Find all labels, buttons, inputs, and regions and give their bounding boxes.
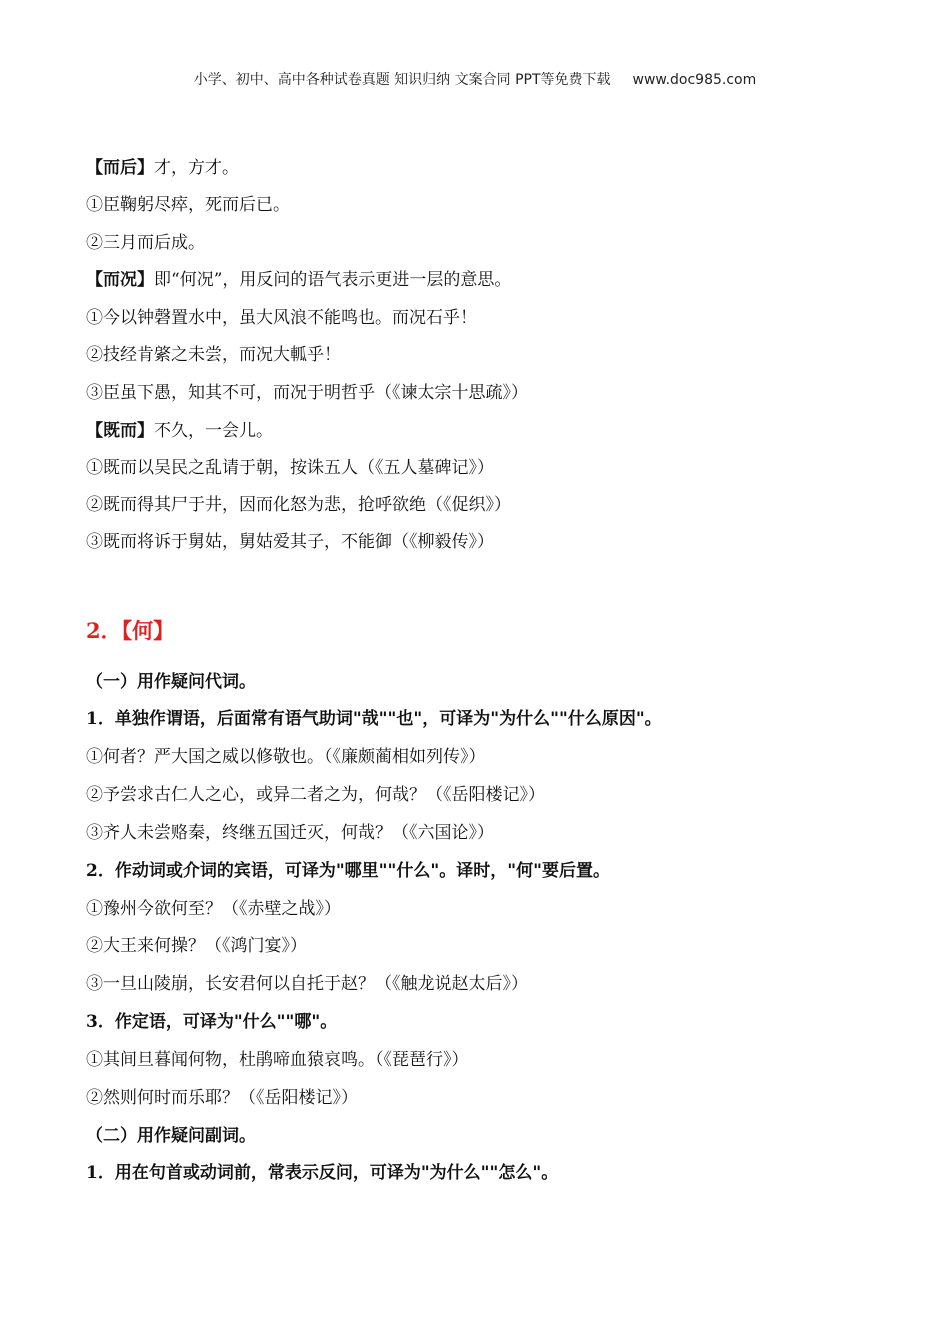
example-line: ①臣鞠躬尽瘁，死而后已。 (86, 195, 290, 215)
entry-term: 【而况】 (86, 270, 154, 290)
header-text: 小学、初中、高中各种试卷真题 知识归纳 文案合同 PPT等免费下载 (193, 72, 611, 88)
example-line: ③臣虽下愚，知其不可，而况于明哲乎（《谏太宗十思疏》） (86, 383, 528, 403)
example-line: ①何者？严大国之威以修敬也。（《廉颇蔺相如列传》） (86, 747, 486, 767)
page-header (0, 69, 950, 89)
entry-erhou (86, 156, 239, 180)
entry-erkuang (86, 268, 511, 292)
rule-title: 1．单独作谓语，后面常有语气助词"哉""也"，可译为"为什么""什么原因"。 (86, 709, 662, 729)
example-line: ①其间旦暮闻何物，杜鹃啼血猿哀鸣。（《琵琶行》） (86, 1050, 469, 1070)
example-line: ②既而得其尸于井，因而化怒为悲，抢呼欲绝（《促织》） (86, 495, 511, 515)
section-heading-he: 2．【何】 (86, 618, 175, 643)
example-line: ③一旦山陵崩，长安君何以自托于赵？（《触龙说赵太后》） (86, 974, 528, 994)
example-line: ②大王来何操？（《鸿门宴》） (86, 936, 307, 956)
entry-definition: 不久，一会儿。 (154, 421, 273, 441)
example-line: ①豫州今欲何至？（《赤壁之战》） (86, 899, 341, 919)
example-line: ③既而将诉于舅姑，舅姑爱其子，不能御（《柳毅传》） (86, 532, 494, 552)
rule-title: 3．作定语，可译为"什么""哪"。 (86, 1012, 338, 1032)
header-url[interactable]: www.doc985.com (632, 72, 757, 88)
example-line: ②予尝求古仁人之心，或异二者之为，何哉？（《岳阳楼记》） (86, 785, 545, 805)
entry-definition: 即“何况”，用反问的语气表示更进一层的意思。 (154, 270, 512, 290)
example-line: ②技经肯綮之未尝，而况大軱乎！ (86, 345, 341, 365)
entry-term: 【既而】 (86, 421, 154, 441)
entry-term: 【而后】 (86, 158, 154, 178)
example-line: ②三月而后成。 (86, 233, 205, 253)
example-line: ②然则何时而乐耶？（《岳阳楼记》） (86, 1088, 358, 1108)
subsection-title: （一）用作疑问代词。 (86, 672, 256, 692)
rule-title: 2．作动词或介词的宾语，可译为"哪里""什么"。译时，"何"要后置。 (86, 861, 610, 881)
example-line: ①今以钟磬置水中，虽大风浪不能鸣也。而况石乎！ (86, 308, 477, 328)
subsection-title: （二）用作疑问副词。 (86, 1126, 256, 1146)
example-line: ③齐人未尝赂秦，终继五国迁灭，何哉？（《六国论》） (86, 823, 494, 843)
entry-jier (86, 419, 273, 443)
example-line: ①既而以吴民之乱请于朝，按诛五人（《五人墓碑记》） (86, 458, 494, 478)
entry-definition: 才，方才。 (154, 158, 239, 178)
rule-title: 1．用在句首或动词前，常表示反问，可译为"为什么""怎么"。 (86, 1163, 559, 1183)
